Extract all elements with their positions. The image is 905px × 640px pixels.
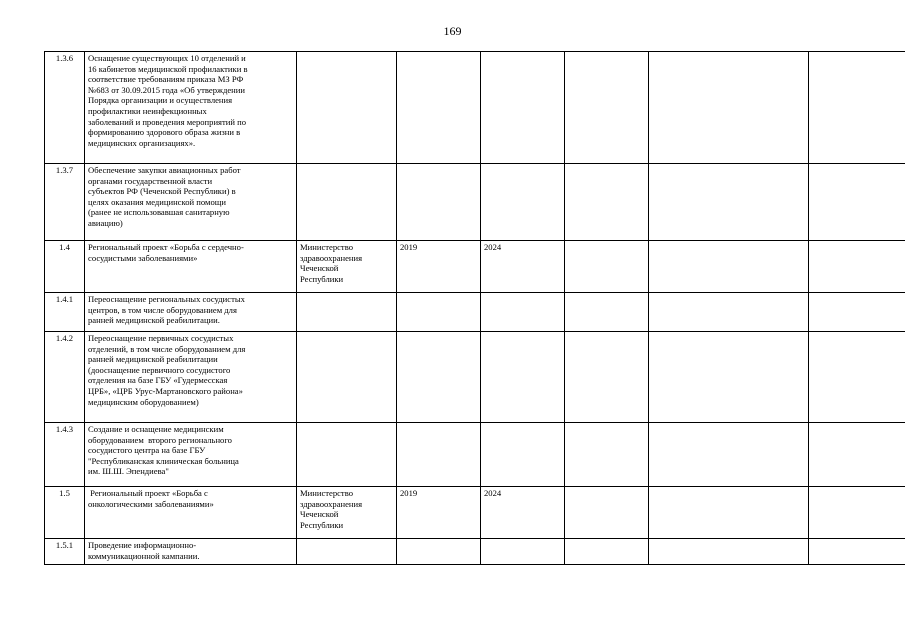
measure-name-line: заболеваний и проведения мероприятий по (88, 116, 246, 127)
measure-name-line: центров, в том числе оборудованием для (88, 304, 237, 315)
empty-cell-6 (649, 539, 809, 565)
empty-cell-7 (809, 539, 905, 565)
end-year-cell (481, 539, 565, 565)
table-row (45, 164, 905, 241)
empty-cell-5 (565, 487, 649, 539)
measure-name-line: "Республиканская клиническая больница (88, 455, 239, 466)
executor-cell (297, 293, 397, 332)
end-year-cell (481, 241, 565, 293)
empty-cell-5 (565, 52, 649, 164)
empty-cell-7 (809, 423, 905, 487)
end-year-cell (481, 332, 565, 423)
empty-cell-6 (649, 241, 809, 293)
end-year-cell (481, 423, 565, 487)
start-year-cell (397, 293, 481, 332)
measure-name-cell (85, 241, 297, 293)
empty-cell-6 (649, 423, 809, 487)
executor-cell (297, 487, 397, 539)
measure-name-line: ЦРБ», «ЦРБ Урус-Мартановского района» (88, 385, 243, 396)
empty-cell-7 (809, 164, 905, 241)
executor-cell (297, 164, 397, 241)
executor-cell (297, 332, 397, 423)
table-row (45, 423, 905, 487)
item-number-cell (45, 423, 85, 487)
measure-name-line: Переоснащение первичных сосудистых (88, 333, 234, 343)
executor-line: Чеченской (300, 509, 339, 520)
start-year-cell (397, 52, 481, 164)
start-year: 2019 (400, 242, 418, 252)
measure-name-line: профилактики неинфекционных (88, 105, 207, 116)
measure-name-line: 16 кабинетов медицинской профилактики в (88, 63, 248, 74)
measure-name-cell (85, 423, 297, 487)
executor-cell (297, 423, 397, 487)
measure-name-line: медицинских организациях». (88, 137, 196, 148)
empty-cell-7 (809, 52, 905, 164)
measure-name-line: онкологическими заболеваниями» (88, 498, 214, 509)
measure-name-line: Региональный проект «Борьба с (88, 488, 208, 498)
measure-name-line: сосудистыми заболеваниями» (88, 252, 198, 263)
start-year: 2019 (400, 488, 418, 498)
empty-cell-7 (809, 487, 905, 539)
measure-name-line: субъектов РФ (Чеченской Республики) в (88, 186, 236, 197)
executor-line: здравоохранения (300, 498, 363, 509)
measure-name-line: Обеспечение закупки авиационных работ (88, 165, 241, 175)
end-year-cell (481, 293, 565, 332)
end-year-cell (481, 164, 565, 241)
item-number: 1.4.2 (55, 333, 74, 343)
table-body (45, 52, 905, 565)
start-year-cell (397, 423, 481, 487)
end-year-cell (481, 52, 565, 164)
measures-table (44, 51, 905, 565)
measure-name-cell (85, 487, 297, 539)
table-row (45, 241, 905, 293)
table-row (45, 539, 905, 565)
empty-cell-6 (649, 332, 809, 423)
empty-cell-5 (565, 293, 649, 332)
empty-cell-5 (565, 332, 649, 423)
item-number: 1.4.3 (55, 424, 74, 434)
item-number: 1.5 (59, 488, 70, 498)
item-number: 1.5.1 (55, 540, 74, 550)
measure-name-cell (85, 293, 297, 332)
executor-line: Республики (300, 519, 344, 530)
table-row (45, 487, 905, 539)
item-number-cell (45, 539, 85, 565)
item-number: 1.3.7 (55, 165, 74, 175)
executor-cell (297, 241, 397, 293)
measure-name-cell (85, 332, 297, 423)
measure-name-line: соответствие требованиям приказа МЗ РФ (88, 74, 244, 85)
measure-name-line: отделений, в том числе оборудованием для (88, 343, 246, 354)
empty-cell-6 (649, 487, 809, 539)
measure-name-cell (85, 164, 297, 241)
measure-name-line: ранней медицинской реабилитации (88, 354, 218, 365)
measure-name-line: авиацию) (88, 217, 123, 228)
measure-name-line: коммуникационной кампании. (88, 550, 200, 561)
table-row (45, 332, 905, 423)
measure-name-line: медицинским оборудованием) (88, 396, 199, 407)
measure-name-line: №683 от 30.09.2015 года «Об утверждении (88, 84, 245, 95)
empty-cell-5 (565, 164, 649, 241)
end-year: 2024 (484, 242, 502, 252)
end-year: 2024 (484, 488, 502, 498)
measure-name-line: Переоснащение региональных сосудистых (88, 294, 245, 304)
executor-line: Республики (300, 273, 344, 284)
executor-cell (297, 539, 397, 565)
empty-cell-6 (649, 293, 809, 332)
table-row (45, 293, 905, 332)
measure-name-line: отделения на базе ГБУ «Гудермесская (88, 375, 228, 386)
measure-name-line: Региональный проект «Борьба с сердечно- (88, 242, 244, 252)
empty-cell-7 (809, 332, 905, 423)
start-year-cell (397, 241, 481, 293)
start-year-cell (397, 164, 481, 241)
item-number-cell (45, 164, 85, 241)
measure-name-line: (дооснащение первичного сосудистого (88, 364, 231, 375)
empty-cell-7 (809, 241, 905, 293)
measure-name-line: Проведение информационно- (88, 540, 197, 550)
empty-cell-7 (809, 293, 905, 332)
end-year-cell (481, 487, 565, 539)
start-year-cell (397, 539, 481, 565)
measure-name-cell (85, 539, 297, 565)
measure-name-line: оборудованием второго регионального (88, 434, 232, 445)
item-number-cell (45, 241, 85, 293)
measure-name-line: формированию здорового образа жизни в (88, 127, 241, 138)
measure-name-line: им. Ш.Ш. Эпендиева" (88, 466, 169, 477)
empty-cell-5 (565, 241, 649, 293)
item-number-cell (45, 487, 85, 539)
measure-name-cell (85, 52, 297, 164)
item-number: 1.4.1 (55, 294, 74, 304)
empty-cell-5 (565, 423, 649, 487)
executor-line: здравоохранения (300, 252, 363, 263)
empty-cell-5 (565, 539, 649, 565)
measure-name-line: органами государственной власти (88, 175, 213, 186)
measure-name-line: Создание и оснащение медицинским (88, 424, 224, 434)
start-year-cell (397, 332, 481, 423)
empty-cell-6 (649, 52, 809, 164)
measure-name-line: ранней медицинской реабилитации. (88, 315, 220, 326)
executor-line: Министерство (300, 488, 353, 498)
executor-cell (297, 52, 397, 164)
measure-name-line: Оснащение существующих 10 отделений и (88, 53, 246, 63)
measure-name-line: целях оказания медицинской помощи (88, 196, 226, 207)
item-number-cell (45, 293, 85, 332)
item-number: 1.4 (59, 242, 70, 252)
empty-cell-6 (649, 164, 809, 241)
page-number: 169 (443, 24, 462, 38)
measure-name-line: (ранее не использовавшая санитарную (88, 207, 230, 218)
measure-name-line: сосудистого центра на базе ГБУ (88, 445, 206, 456)
item-number-cell (45, 332, 85, 423)
item-number-cell (45, 52, 85, 164)
executor-line: Чеченской (300, 263, 339, 274)
executor-line: Министерство (300, 242, 353, 252)
measure-name-line: Порядка организации и осуществления (88, 95, 233, 106)
item-number: 1.3.6 (55, 53, 74, 63)
table-row (45, 52, 905, 164)
start-year-cell (397, 487, 481, 539)
